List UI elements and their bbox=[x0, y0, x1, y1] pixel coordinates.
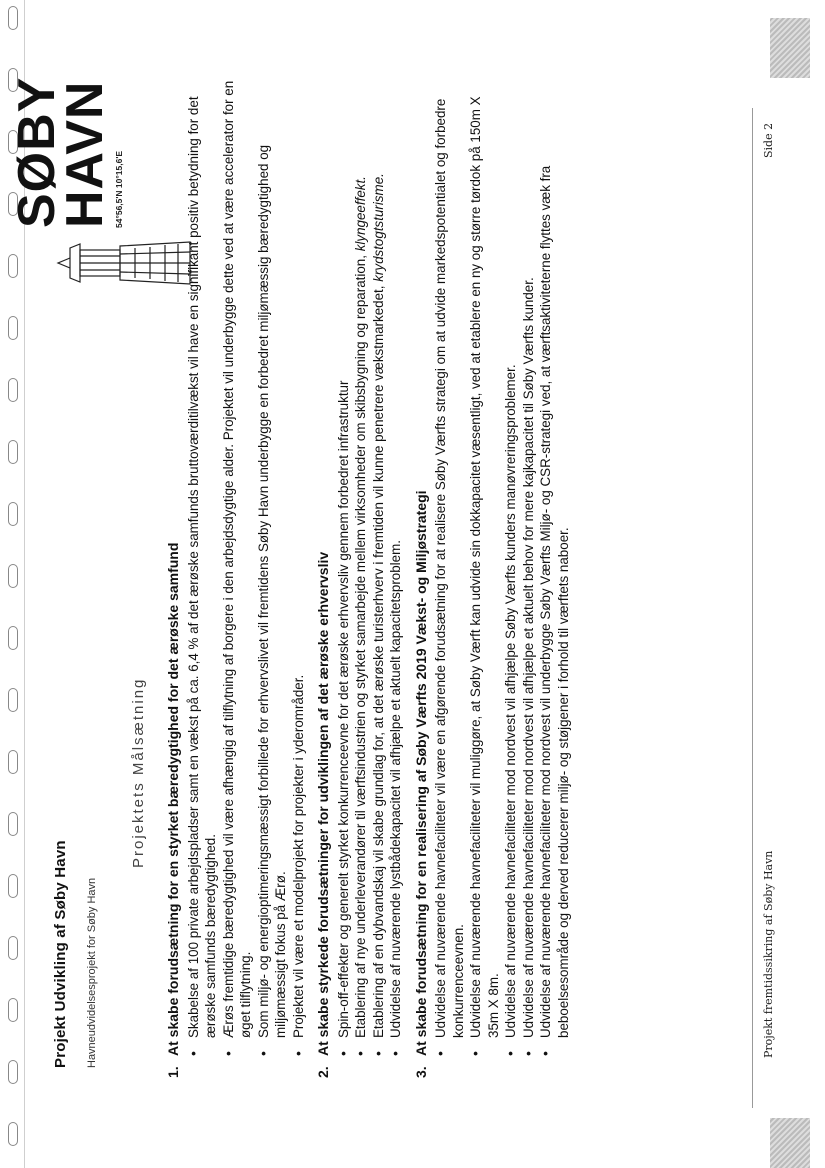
logo-coordinates: 54°56,5'N 10°15,6'E bbox=[114, 150, 124, 228]
goal-heading bbox=[413, 78, 431, 1078]
goal-bullet-text: Udvidelse af nuværende havnefaciliteter vil muliggøre, at Søby Værft kan udvide sin dokkapacitet væsentligt, ved at etablere en ny og større tørdok på 150m X 35m X 8m. bbox=[468, 96, 501, 1038]
goal-bullet bbox=[335, 78, 353, 1056]
goal-bullet bbox=[502, 78, 520, 1056]
goals-body bbox=[165, 78, 580, 1078]
page-subtitle: Havneudvidelsesprojekt for Søby Havn bbox=[86, 877, 98, 1068]
goal-title: At skabe forudsætning for en realisering af Søby Værfts 2019 Vækst- og Miljøstrategi bbox=[412, 490, 429, 1056]
goal-bullet-text: Udvidelse af nuværende havnefaciliteter mod nordvest vil afhjælpe et aktuelt behov for mere kajkapacitet til Søby Værfts kunder. bbox=[520, 277, 536, 1038]
page-title: Projekt Udvikling af Søby Havn bbox=[52, 840, 69, 1068]
footer-tab-left bbox=[770, 1118, 810, 1168]
goal-bullet bbox=[220, 78, 255, 1056]
goal-bullet-text: Udvidelse af nuværende havnefaciliteter mod nordvest vil underbygge Søby Værfts Miljø- og CSR-strategi ved, at værftsaktiviteterne flyttes væk fra beboelsesområde og derved reducerer miljø- og støjgener i forhold til værftets naboer. bbox=[538, 165, 571, 1038]
soby-havn-logo bbox=[10, 68, 200, 298]
goal-bullet-text: Projektet vil være et modelprojekt for projekter i yderområder. bbox=[290, 674, 306, 1038]
goal-bullet bbox=[467, 78, 502, 1056]
goal-bullet bbox=[370, 78, 388, 1056]
footer-divider bbox=[752, 108, 753, 1108]
goal-bullet-text: Som miljø- og energioptimeringsmæssigt forbillede for erhvervslivet vil fremtidens Søby Havn underbygge en forbedret miljømæssig bæredygtighed og miljømæssigt fokus på Ærø. bbox=[255, 144, 288, 1038]
goal-section bbox=[315, 78, 405, 1078]
section-heading: Projektets Målsætning bbox=[130, 677, 147, 868]
goal-bullet-text: Skabelse af 100 private arbejdspladser samt en vækst på ca. 6,4 % af det ærøske samfunds bruttoværditilvækst vil have en signifikant positiv betydning for det ærøske samfunds bæredygtighed. bbox=[185, 96, 218, 1038]
goal-bullet-text: Udvidelse af nuværende havnefaciliteter mod nordvest vil afhjælpe Søby Værfts kunders manøvreringsproblemer. bbox=[503, 364, 518, 1038]
goal-bullet bbox=[290, 78, 308, 1056]
goal-title: At skabe forudsætning for en styrket bæredygtighed for det ærøske samfund bbox=[165, 542, 181, 1056]
lighthouse-icon bbox=[10, 228, 200, 298]
goal-bullet bbox=[352, 78, 370, 1056]
goal-bullet-italic: klyngeeffekt. bbox=[353, 176, 368, 252]
goal-bullet-list bbox=[335, 78, 405, 1078]
goal-bullet-text: Ærøs fremtidige bæredygtighed vil være afhængig af tilflytning af borgere i den arbejdsdygtige alder. Projektet vil underbygge dette ved at være accelerator for en øget tilflytning. bbox=[220, 80, 253, 1038]
goal-bullet bbox=[432, 78, 467, 1056]
footer-tab-right bbox=[770, 18, 810, 78]
goal-bullet-italic: krydstogtsturisme. bbox=[370, 173, 386, 282]
goal-section bbox=[413, 78, 573, 1078]
goal-bullet-text: Udvidelse af nuværende havnefaciliteter vil være en afgørende forudsætning for at realisere Søby Værfts strategi om at udvide markedspotentialet og forbedre konkurrenceevnen. bbox=[433, 98, 466, 1038]
logo-text-line1: SØBY bbox=[8, 76, 66, 228]
goal-bullet-text: Spin-off-effekter og generelt styrket konkurrenceevne for det ærøske erhvervsliv gennem forbedret infrastruktur bbox=[335, 380, 351, 1038]
goal-bullet-list bbox=[185, 78, 308, 1078]
goal-bullet-list bbox=[432, 78, 572, 1078]
goal-number: 3. bbox=[412, 1066, 429, 1078]
goal-heading bbox=[315, 78, 333, 1078]
footer-page-number: Side 2 bbox=[762, 122, 775, 158]
goal-bullet bbox=[537, 78, 572, 1056]
footer-left: Projekt fremtidssikring af Søby Havn bbox=[762, 850, 775, 1058]
goal-bullet bbox=[387, 78, 405, 1056]
goal-title: At skabe styrkede forudsætninger for udviklingen af det ærøske erhvervsliv bbox=[315, 551, 331, 1056]
goal-bullet-text: Etablering af en dybvandskaj vil skabe grundlag for, at det ærøske turisterhverv i fremtiden vil kunne penetrere vækstmarkedet, bbox=[370, 285, 386, 1038]
goal-number: 1. bbox=[165, 1066, 181, 1078]
logo-text-line2: HAVN bbox=[56, 80, 114, 228]
goal-bullet bbox=[255, 78, 290, 1056]
goal-number: 2. bbox=[315, 1066, 331, 1078]
goal-bullet-text: Udvidelse af nuværende lystbådekapacitet vil afhjælpe et aktuelt kapacitetsproblem. bbox=[388, 540, 403, 1038]
goal-bullet bbox=[520, 78, 538, 1056]
goal-bullet-text: Etablering af nye underleverandører til værftsindustrien og styrket samarbejde mellem virksomheder om skibsbygning og reparation, bbox=[353, 255, 368, 1038]
